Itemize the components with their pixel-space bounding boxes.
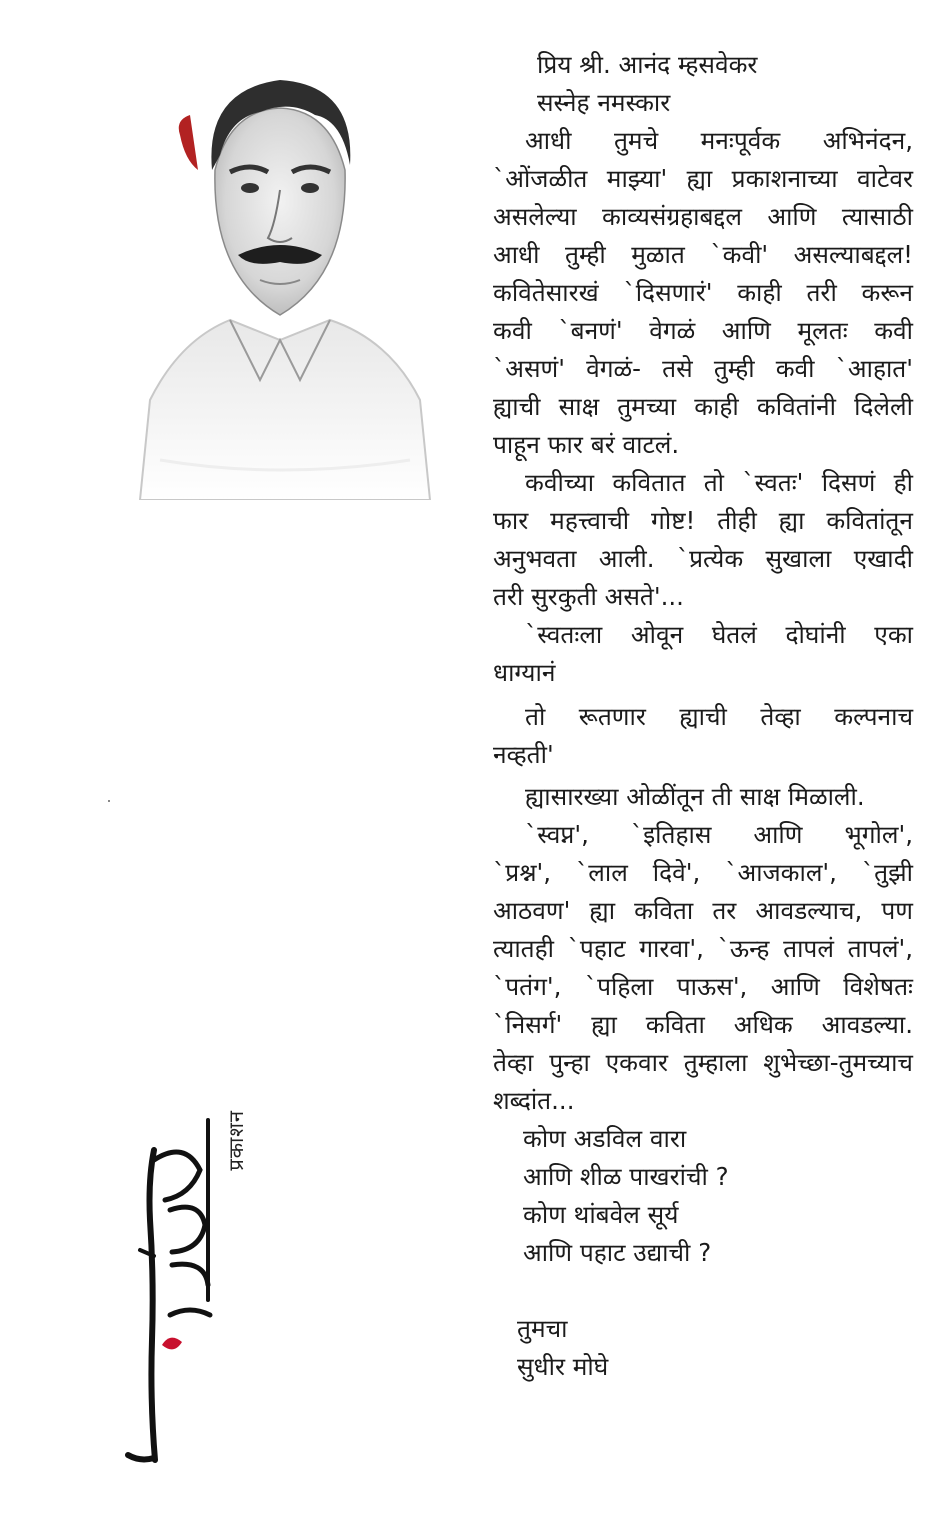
poem-line: कोण थांबवेल सूर्य: [523, 1200, 679, 1229]
letter-line: शब्दांत...: [493, 1086, 575, 1115]
author-portrait: [120, 40, 440, 500]
letter-line: धाग्यानं: [493, 658, 556, 687]
letter-line: `असणं' वेगळं- तसे तुम्ही कवी `आहात': [493, 354, 913, 383]
letter-closing: तुमचा: [517, 1314, 568, 1343]
letter-line: पाहून फार बरं वाटलं.: [493, 430, 680, 459]
speck: [108, 800, 110, 802]
letter-line: आधी तुम्ही मुळात `कवी' असल्याबद्दल!: [493, 240, 913, 269]
letter-line: कवी `बनणं' वेगळं आणि मूलतः कवी: [493, 316, 913, 345]
spacer: [493, 1272, 913, 1310]
letter-line: ह्याची साक्ष तुमच्या काही कवितांनी दिलेली: [493, 392, 913, 421]
letter-line: ह्यासारख्या ओळींतून ती साक्ष मिळाली.: [525, 782, 865, 811]
letter-line: नव्हती': [493, 740, 554, 769]
letter-line: अनुभवता आली. `प्रत्येक सुखाला एखादी: [493, 544, 913, 573]
letter-line: कवीच्या कवितात तो `स्वतः' दिसणं ही: [525, 468, 913, 497]
letter-line: त्यातही `पहाट गारवा', `ऊन्ह तापलं तापलं',: [493, 934, 913, 963]
poem-line: आणि शीळ पाखरांची ?: [523, 1162, 729, 1191]
letter-body: [493, 46, 913, 1386]
letter-salutation: प्रिय श्री. आनंद म्हसवेकर: [537, 50, 758, 79]
publisher-label: प्रकाशन: [224, 1110, 248, 1171]
letter-line: `पतंग', `पहिला पाऊस', आणि विशेषतः: [493, 972, 913, 1001]
letter-line: `निसर्ग' ह्या कविता अधिक आवडल्या.: [493, 1010, 913, 1039]
letter-line: तरी सुरकुती असते'...: [493, 582, 684, 611]
poem-line: कोण अडविल वारा: [523, 1124, 687, 1153]
letter-line: तेव्हा पुन्हा एकवार तुम्हाला शुभेच्छा-तुमच्याच: [493, 1048, 913, 1077]
letter-line: `ओंजळीत माझ्या' ह्या प्रकाशनाच्या वाटेवर: [493, 164, 913, 193]
letter-line: `स्वतःला ओवून घेतलं दोघांनी एका: [525, 620, 913, 649]
letter-line: `स्वप्न', `इतिहास आणि भूगोल',: [525, 820, 913, 849]
letter-line: असलेल्या काव्यसंग्रहाबद्दल आणि त्यासाठी: [493, 202, 913, 231]
letter-line: तो रूतणार ह्याची तेव्हा कल्पनाच: [525, 702, 913, 731]
letter-greeting: सस्नेह नमस्कार: [537, 88, 671, 117]
letter-line: आधी तुमचे मनःपूर्वक अभिनंदन,: [525, 126, 913, 155]
poem-line: आणि पहाट उद्याची ?: [523, 1238, 712, 1267]
letter-line: फार महत्त्वाची गोष्ट! तीही ह्या कवितांतून: [493, 506, 913, 535]
letter-line: आठवण' ह्या कविता तर आवडल्याच, पण: [493, 896, 913, 925]
letter-line: `प्रश्न', `लाल दिवे', `आजकाल', `तुझी: [493, 858, 913, 887]
letter-signature: सुधीर मोघे: [517, 1352, 609, 1381]
letter-line: कवितेसारखं `दिसणारं' काही तरी करून: [493, 278, 913, 307]
